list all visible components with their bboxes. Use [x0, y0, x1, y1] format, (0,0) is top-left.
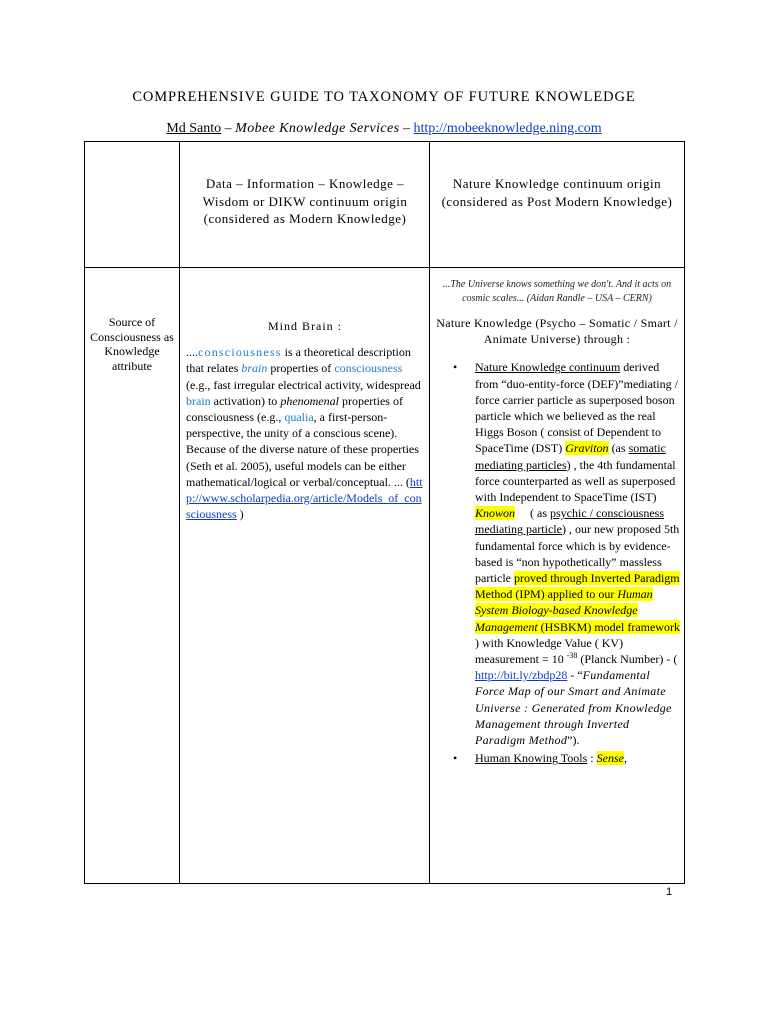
text-fragment: ,	[623, 751, 627, 766]
table-border-top	[84, 141, 685, 142]
row-label-source-of-consciousness: Source of Consciousness as Knowledge attribute	[90, 315, 174, 373]
mind-brain-cell	[186, 318, 424, 522]
table-border-left	[84, 141, 85, 884]
text-fragment: properties of consciousness (e.g.,	[186, 393, 403, 425]
table-column-divider-2	[429, 141, 430, 884]
author-name: Md Santo	[166, 121, 222, 136]
text-fragment: ) , the 4th fundamental force counterparted as well as superposed with Independent to SpaceTime (IST)	[475, 457, 676, 505]
fundamental-force-map-title: Fundamental Force Map of our Smart and Animate Universe : Generated from Knowledge Management through Inverted Paradigm Method	[475, 668, 672, 748]
cern-quote: ...The Universe knows something we don't. And it acts on cosmic scales... (Aidan Randle – USA – CERN)	[442, 279, 672, 304]
nature-knowledge-intro: Nature Knowledge (Psycho – Somatic / Smart / Animate Universe) through :	[436, 316, 678, 347]
text-fragment: activation) to	[210, 393, 281, 408]
graviton-highlight: Graviton	[565, 441, 609, 456]
list-item-human-knowing-tools	[475, 750, 682, 766]
text-fragment: )	[236, 507, 244, 522]
text-fragment: (e.g., fast irregular electrical activity, widespread	[186, 377, 421, 392]
text-fragment: ”).	[567, 733, 580, 748]
text-fragment: - “	[567, 668, 583, 683]
text-fragment: derived from “duo-entity-force (DEF)”mediating / force carrier particle as superposed boson particle which we believed as the real Higgs Boson ( consist of Dependent to SpaceTime (DST)	[475, 360, 678, 456]
author-website-link[interactable]: http://mobeeknowledge.ning.com	[413, 121, 602, 136]
mind-brain-title: Mind Brain :	[268, 319, 342, 333]
document-title: COMPREHENSIVE GUIDE TO TAXONOMY OF FUTURE KNOWLEDGE	[132, 89, 636, 105]
page-number: 1	[666, 886, 673, 898]
nature-knowledge-cell	[432, 278, 682, 766]
planck-exponent: -38	[566, 651, 578, 661]
scholarpedia-link[interactable]: http://www.scholarpedia.org/article/Models_of_consciousness	[186, 474, 423, 522]
sense-highlight: Sense	[596, 751, 624, 766]
list-item-nature-knowledge-continuum	[475, 359, 682, 748]
text-fragment: properties of	[267, 361, 335, 376]
term-brain: brain	[241, 361, 268, 376]
psychic-mediating-particle: psychic / consciousness mediating particle	[475, 506, 664, 537]
text-fragment: (Planck Number) - (	[577, 652, 678, 667]
table-border-header-bottom	[84, 267, 685, 268]
term-qualia: qualia	[284, 410, 314, 425]
term-consciousness-2: consciousness	[334, 361, 403, 376]
header-cell-nature-knowledge: Nature Knowledge continuum origin (considered as Post Modern Knowledge)	[441, 176, 673, 209]
text-fragment: , a first-person-perspective, the unity of a conscious scene). Because of the diverse nature of these properties (Seth et al. 2005), useful models can be either mathematical/logical or verbal/conceptual. ... (	[186, 410, 419, 489]
b2-title: Human Knowing Tools	[475, 751, 588, 766]
byline-dash: –	[224, 121, 232, 136]
text-fragment: :	[587, 751, 597, 766]
b1-title: Nature Knowledge continuum	[475, 360, 621, 375]
organization-name: Mobee Knowledge Services	[235, 121, 400, 136]
text-fragment: ) , our new proposed 5th fundamental force which is by evidence-based is “non hypothetically” massless particle	[475, 522, 680, 586]
term-consciousness: consciousness	[198, 345, 282, 360]
text-fragment: (as	[608, 441, 629, 456]
text-fragment: ( as	[515, 506, 551, 521]
hsbkm-highlight: Human System Biology-based Knowledge Management	[475, 587, 653, 634]
lead-dots: ....	[186, 345, 198, 360]
somatic-mediating-particles: somatic mediating particles	[475, 441, 666, 472]
table-border-bottom	[84, 883, 685, 884]
text-fragment: is a theoretical description that relates	[186, 345, 411, 376]
knowon-highlight: Knowon	[475, 506, 516, 521]
text-fragment: ) with Knowledge Value ( KV) measurement = 10	[475, 635, 624, 667]
byline-dash-2: –	[402, 121, 410, 136]
ipm-highlight: proved through Inverted Paradigm Method (IPM) applied to our	[475, 571, 680, 602]
byline	[0, 121, 768, 137]
table-border-right	[684, 141, 685, 884]
mind-brain-paragraph	[186, 344, 424, 522]
nature-knowledge-list	[432, 359, 682, 766]
header-cell-dikw: Data – Information – Knowledge – Wisdom or DIKW continuum origin (considered as Modern Knowledge)	[202, 176, 408, 226]
term-brain-2: brain	[186, 393, 211, 408]
bitly-link[interactable]: http://bit.ly/zbdp28	[475, 668, 568, 683]
hsbkm-framework-highlight: (HSBKM) model framework	[537, 619, 680, 634]
term-phenomenal: phenomenal	[280, 393, 339, 408]
table-column-divider-1	[179, 141, 180, 884]
